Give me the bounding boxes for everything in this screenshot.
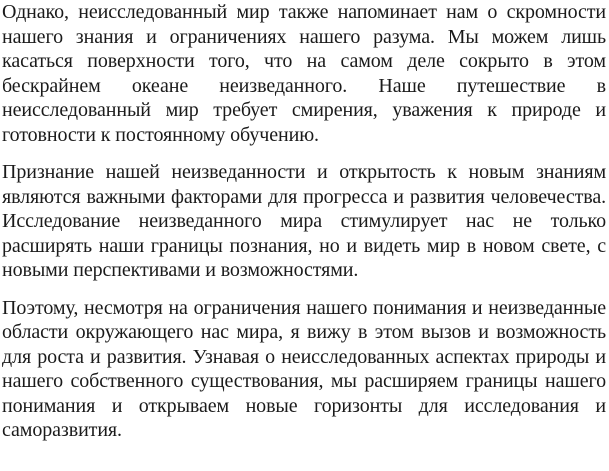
paragraph-1: Однако, неисследованный мир также напоминает нам о скромности нашего знания и ограничениях нашего разума. Мы можем лишь касаться поверхности того, что на самом деле сокрыто в этом бескрайнем океане неизведанного. Наше путешествие в неисследованный мир требует смирения, уважения к природе и готовности к постоянному обучению. bbox=[2, 1, 606, 146]
document-page bbox=[2, 0, 606, 443]
paragraph-3: Поэтому, несмотря на ограничения нашего понимания и неизведанные области окружающего нас мира, я вижу в этом вызов и возможность для роста и развития. Узнавая о неисследованных аспектах природы и нашего собственного существования, мы расширяем границы нашего понимания и открываем новые горизонты для исследования и саморазвития. bbox=[2, 296, 606, 441]
paragraph-2: Признание нашей неизведанности и открытость к новым знаниям являются важными факторами для прогресса и развития человечества. Исследование неизведанного мира стимулирует нас не только расширять наши границы познания, но и видеть мир в новом свете, с новыми перспективами и возможностями. bbox=[2, 161, 606, 281]
